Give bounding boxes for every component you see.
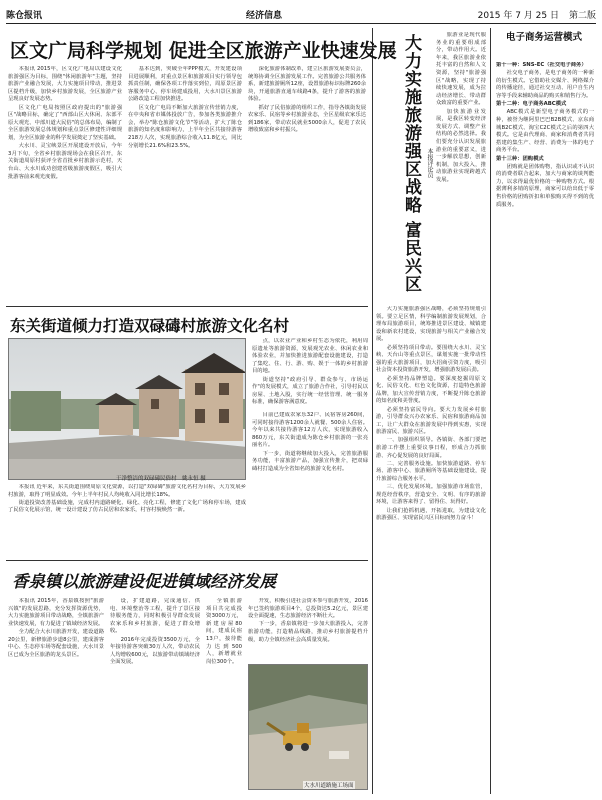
masthead-section: 经济信息 bbox=[246, 11, 283, 21]
commentary-text-top: 旅游业是现代服务业的重要组成部分，带动作用大。近年来，我区旅游业依托丰富的自然和人文资源，坚持"旅游强区"战略，实现了持续快速发展，成为拉动经济增长、带动群众致富的重要产业。 加快旅游业发展，是我区转变经济发展方式、调整产业结构的必然选择。我们要充分认识发展旅游业的重要意义，进一步解放思想，创新机制，加大投入，推动旅游业实现跨越式发展。 bbox=[436, 32, 486, 183]
article2-lower-text: 本报讯 近年来，东关街道围绕周原文化资源，以打造"双碌碡"旅游文化名村为目标，大力发展乡村旅游，取得了明显成效。今年上半年村民人均纯收入同比增长18%。 街道投资改善基础设施，完成村内道路硬化、绿化、亮化工程，修建了文化广场和停车场，建成了民俗文化展示馆，统一设计建设了仿古民居和农家乐，村容村貌焕然一新。 bbox=[8, 484, 246, 514]
article3-column-4: 开发，积极引进社会资本参与旅游开发，2016年已签约旅游项目4个，总投资达5.2亿元，景区建设全面提速，生态旅游经济不断壮大。 下一步，香泉镇将进一步加大旅游投入，完善旅游功能，打造精品线路，推动乡村旅游提档升级，助力全镇经济社会高质量发展。 bbox=[248, 598, 368, 643]
road-construction-image bbox=[249, 665, 368, 790]
column-divider bbox=[372, 28, 373, 794]
article1-column-2: 基本达到，突破全年PPP模式，开发建设项目进展顺利，对重点景区和旅游项目实行领导包抓责任制，确保各项工作落实到位，周原景区游客服务中心、停车场建成投用，大水川景区旅游公路改造工程加快推进。 区文化广电局不断加大旅游宣传营销力度，在中央和省市媒体投放广告，参加各类旅游推介会，举办"陈仓旅游文化节"等活动，扩大了陈仓旅游的知名度和影响力，上半年全区共接待游客218万人次，实现旅游综合收入11.8亿元，同比分别增长21.6%和23.5%。 bbox=[128, 66, 242, 149]
construction-photo-caption: 大水川道路施工场面 bbox=[304, 783, 354, 789]
masthead-page: 第二版 bbox=[568, 11, 596, 21]
article3-headline: 香泉镇以旅游建设促进镇域经济发展 bbox=[12, 572, 276, 591]
article1-column-3: 深化旅游体制改革，建立区旅游发展委员会，统筹协调全区旅游发展工作。完善旅游公共服务体系，新建旅游厕所12座，设置旅游标识标牌260余块，开通旅游直通车线路4条，提升了游客的旅游体验。 抓好了民俗旅游的组织工作，指导各镇街发展农家乐、民宿等乡村旅游业态，全区星级农家乐达到186家，带动农民就业5000余人，促进了农民增收致富和乡村振兴。 bbox=[248, 66, 366, 134]
commentary-byline: 本报评论员 bbox=[426, 148, 433, 178]
article2-headline: 东关街道倾力打造双碌碡村旅游文化名村 bbox=[10, 316, 290, 335]
sidebar-title: 电子商务运营模式 bbox=[505, 32, 582, 43]
article1-column-1: 本报讯 2015年，区文化广电局以建设文化旅游强区为目标，围绕"休闲旅游年"主题，坚持旅游产业融合发展，大力实施项目带动，推进景区提档升级，加快乡村旅游发展，全区旅游产业呈现良好发展态势。 区文化广电局按照区政府提出的"旅游强区"战略目标，确定了"西部山区大休闲、东部平原大观光、中部川道大民俗"的总体布局，编制了全区旅游发展总体规划和重点景区修建性详细规划，为全区旅游业的科学发展奠定了坚实基础。 大水川、灵宝峡景区开展建设开放后，今年3月下旬，全省乡村旅游现场会在我区召开，东关街道周原村获评全省首批乡村旅游示范村，天台山、大水川成功创建省级旅游度假区，吸引大批游客前来观光度假。 bbox=[8, 66, 122, 180]
section-rule bbox=[6, 560, 368, 561]
article3-column-3: 全镇旅游项目共完成投资3000万元，新建房屋80间，建成民宿13户，接待能力达到500人，新增就业岗位300个。 bbox=[206, 598, 242, 665]
masthead-date: 2015 年 7 月 25 日 bbox=[477, 11, 559, 21]
masthead bbox=[6, 6, 596, 24]
section-rule bbox=[6, 306, 368, 307]
village-photo bbox=[8, 338, 246, 480]
commentary-text: 大力实施旅游强区战略，必须坚持规划引领。要立足区情，科学编制旅游发展规划，合理布局旅游项目，统筹推进景区建设、城镇建设和新农村建设，实现旅游与相关产业融合发展。 必须坚持项目带动。要围绕大水川、灵宝峡、天台山等重点景区，谋划实施一批带动性强的重大旅游项目，加大招商引资力度，吸引社会资本投资旅游开发，增强旅游发展后劲。 必须坚持品牌塑造。要深度挖掘周原文化、民俗文化、红色文化资源，打造特色旅游品牌，加大宣传营销力度，不断提升陈仓旅游的知名度和美誉度。 必须坚持富民导向。要大力发展乡村旅游，引导群众兴办农家乐、民宿和旅游商品加工，让广大群众在旅游发展中得到实惠，实现旅游富民、旅游兴区。 一、加强组织领导。各镇街、各部门要把旅游工作摆上重要议事日程，形成合力抓旅游、齐心促发展的良好局面。 二、完善服务设施。加快旅游道路、停车场、游客中心、旅游厕所等基础设施建设，提升旅游综合服务水平。 三、优化发展环境。加强旅游市场监管，规范经营秩序，营造安全、文明、有序的旅游环境，让游客来得了、留得住、玩得好。 让我们抢抓机遇，开拓进取，为建设文化旅游强区、实现富民兴区目标而努力奋斗！ bbox=[376, 306, 486, 522]
article3-column-1: 本报讯 2015年，香泉镇按照"旅游兴镇"的发展思路，充分发挥资源优势，大力实施旅游项目带动战略，全镇旅游产业快速发展，有力促进了镇域经济发展。 全力配合大水川旅游开发，建设道路20公里，新修旅游步道8公里，建成游客中心、生态停车场等配套设施，大水川景区已成为全区旅游的龙头景区。 bbox=[8, 598, 104, 658]
masthead-paper: 陈仓报讯 bbox=[6, 11, 43, 21]
column-divider bbox=[490, 28, 491, 794]
article2-right-text: 目前已建成农家乐32户、民宿客房260间，可同时接待游客1200余人就餐、500余人住宿。今年以来共接待游客12万人次，实现旅游收入860万元，东关街道成为陈仓乡村旅游的一张亮丽名片。 下一步，街道将继续加大投入，完善旅游服务功能，丰富旅游产品，加强宣传推介，把双碌碡村打造成为全省知名的旅游文化名村。 bbox=[252, 412, 368, 472]
article1-headline: 区文广局科学规划 促进全区旅游产业快速发展 bbox=[10, 40, 397, 62]
page-body bbox=[6, 28, 596, 794]
article3-column-2: 设，扩建道路，完成通信、供电、环境整治等工程，提升了景区接待服务能力，同时积极引导群众发展农家乐和乡村旅游，促进了群众增收。 2016年完成投资3500万元，全年接待游客突破30万人次，带动农民人均增收600元，以旅游带动镇域经济全面发展。 bbox=[110, 598, 200, 666]
village-photo-caption: 干净整洁的双碌碡民俗村 姚永恒 摄 bbox=[116, 476, 206, 482]
commentary-title: 大力实施旅游强区战略 富民兴区 bbox=[401, 34, 421, 293]
village-street-image bbox=[9, 339, 246, 480]
construction-photo bbox=[248, 664, 368, 790]
sidebar-text: 第十一种：SNS-EC（社交电子商务） 社交电子商务，是电子商务的一种新的衍生模式。它借助社交媒介、网络媒介的传播途径，通过社交互动、用户自生内容等手段来辅助商品的购买和销售行为。 第十二种：电子商务ABC模式 ABC模式是新型电子商务模式的一种，被誉为继阿里巴巴B2B模式、京东商城B2C模式、淘宝C2C模式之后的第四大模式。它是由代理商、商家和消费者共同搭建的集生产、经营、消费为一体的电子商务平台。 第十三种：团购模式 团购就是团体购物，指认识或不认识的消费者联合起来，加大与商家的谈判能力，以求得最优价格的一种购物方式。根据薄利多销的原理，商家可以给出低于零售价格的团购折扣和单独购买得不到的优质服务。 bbox=[496, 62, 594, 208]
article2-right-top-text: 点，以农业产业和乡村生态为依托，利用周原遗址等旅游资源，发展观光农业、休闲农业和体验农业，并加快推进旅游配套设施建设，打造了集吃、住、行、游、购、娱于一体的乡村旅游目的地。 街道坚持"政府引导、群众参与、市场运作"的发展模式，成立了旅游合作社，引导村民以房屋、土地入股，实行统一经营管理、统一服务标准，确保游客满意度。 bbox=[252, 338, 368, 406]
